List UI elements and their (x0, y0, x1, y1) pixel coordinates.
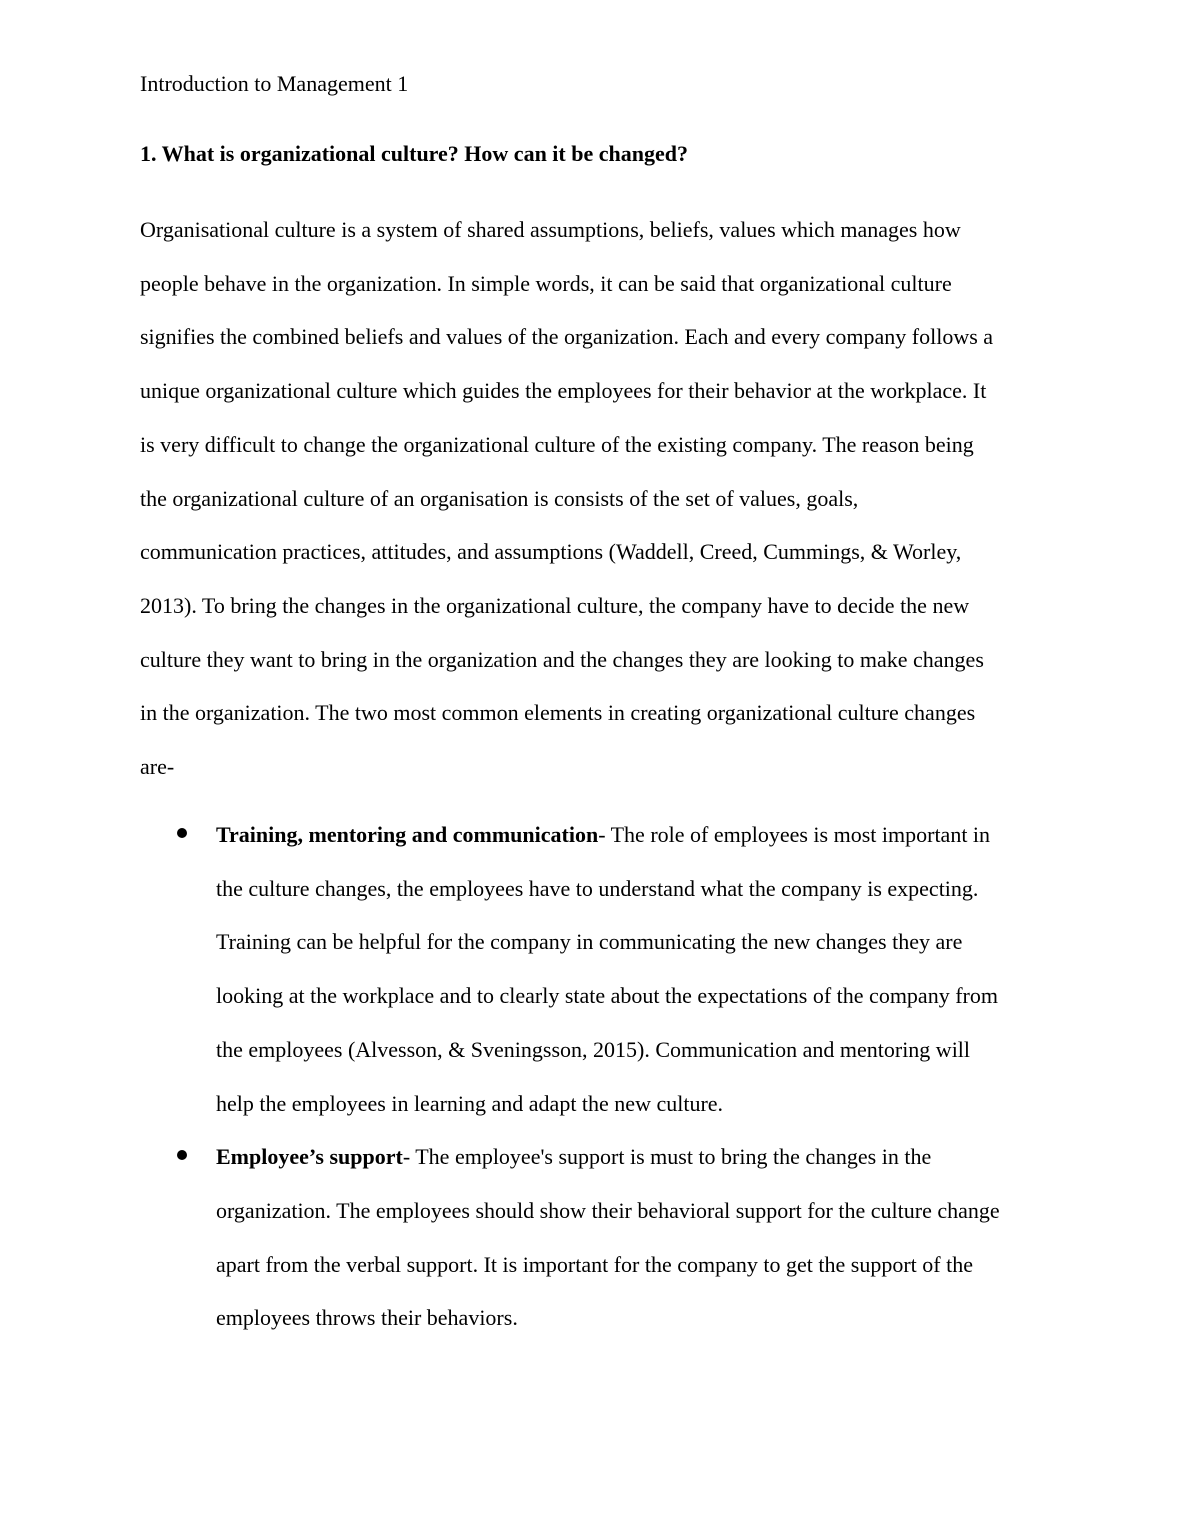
list-item-line: organization. The employees should show their behavioral support for the culture change (216, 1197, 1000, 1223)
list-item-line: apart from the verbal support. It is important for the company to get the support of the (216, 1251, 973, 1277)
question-heading: 1. What is organizational culture? How can it be changed? (140, 141, 688, 166)
paragraph-line: unique organizational culture which guides the employees for their behavior at the workplace. It (140, 378, 987, 404)
paragraph-line: the organizational culture of an organisation is consists of the set of values, goals, (140, 485, 859, 511)
list-item-employee-support (0, 1130, 1190, 1345)
list-item-line: employees throws their behaviors. (216, 1305, 518, 1331)
list-item-line: Training can be helpful for the company in communicating the new changes they are (216, 929, 963, 955)
paragraph-line: are- (140, 754, 175, 780)
paragraph-line: people behave in the organization. In simple words, it can be said that organizational culture (140, 270, 952, 296)
list-item-first-line (216, 1130, 1066, 1184)
paragraph-line: Organisational culture is a system of shared assumptions, beliefs, values which manages how (140, 217, 961, 242)
culture-change-elements-list (0, 808, 1190, 1345)
list-item-line: looking at the workplace and to clearly state about the expectations of the company from (216, 983, 998, 1009)
list-item-text (216, 1130, 1066, 1345)
bullet-icon (177, 828, 187, 838)
list-item-line: the culture changes, the employees have to understand what the company is expecting. (216, 875, 979, 901)
list-item-training (0, 808, 1190, 1130)
list-item-line: help the employees in learning and adapt the new culture. (216, 1090, 724, 1116)
paragraph-line: 2013). To bring the changes in the organizational culture, the company have to decide the new (140, 592, 970, 618)
bullet-icon (177, 1150, 187, 1160)
intro-paragraph (140, 203, 1050, 794)
paragraph-line: signifies the combined beliefs and values of the organization. Each and every company follows a (140, 324, 994, 350)
paragraph-line: culture they want to bring in the organization and the changes they are looking to make changes (140, 646, 984, 672)
list-item-line: the employees (Alvesson, & Sveningsson, 2015). Communication and mentoring will (216, 1036, 971, 1062)
list-item-term: Training, mentoring and communication (216, 822, 599, 847)
running-header: Introduction to Management 1 (140, 71, 409, 96)
list-item-text (216, 808, 1066, 1130)
paragraph-line: in the organization. The two most common elements in creating organizational culture changes (140, 700, 976, 726)
list-item-first-line-rest: - The role of employees is most important in (598, 822, 991, 847)
list-item-first-line-rest: - The employee's support is must to bring the changes in the (402, 1144, 932, 1170)
paragraph-line: is very difficult to change the organizational culture of the existing company. The reason being (140, 431, 974, 457)
list-item-first-line (216, 808, 1066, 862)
paragraph-line: communication practices, attitudes, and assumptions (Waddell, Creed, Cummings, & Worley, (140, 539, 962, 565)
list-item-term: Employee’s support (216, 1144, 403, 1170)
